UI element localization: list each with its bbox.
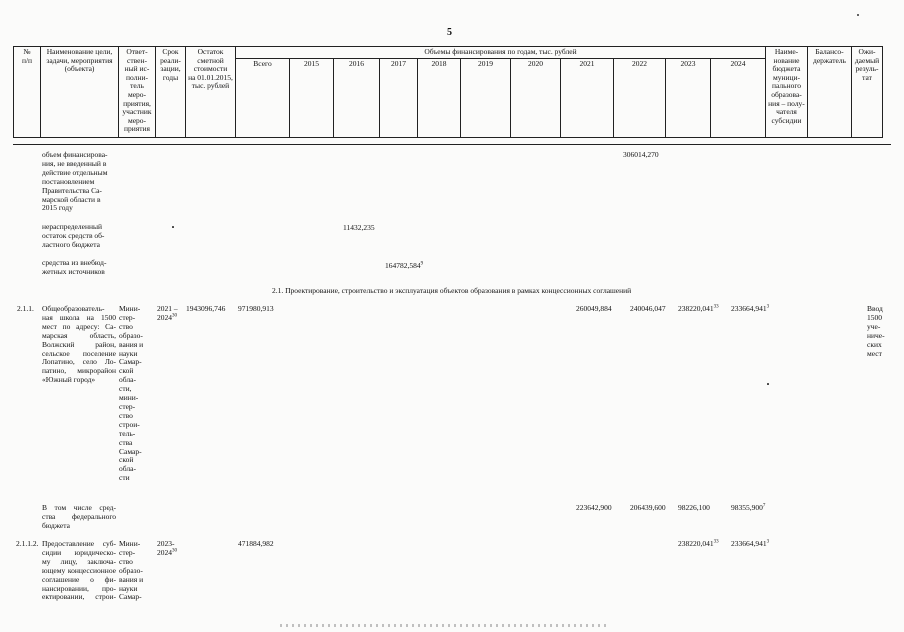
row-211-2024: 233664,941$^3$ (731, 304, 770, 313)
header-year-total: Всего (236, 59, 290, 138)
row-211-num: 2.1.1. (17, 304, 34, 313)
header-term: Срок реали- зации, годы (156, 47, 186, 138)
header-recipient: Наиме- нование бюджета муници- пального образова- ния – полу- чателя субсидии (766, 47, 808, 138)
row-2112-term: 2023- 2024$^{30}$ (157, 539, 177, 557)
vol-label: объем финансирова- ния, не введенный в действие отдельным постановлением Правительства Са- марской области в 2015 году (42, 150, 108, 213)
row-211-rest: 1943096,746 (186, 304, 226, 313)
fed-2022: 206439,600 (630, 503, 666, 512)
header-executor: Ответ- ствен- ный ис- полни- тель меро- приятия, участник меро- приятия (119, 47, 156, 138)
row-211-total: 971980,913 (238, 304, 274, 313)
header-result: Ожи- даемый резуль- тат (852, 47, 883, 138)
row-211-2021: 260049,884 (576, 304, 612, 313)
section-title: 2.1. Проектирование, строительство и эксплуатация объектов образования в рамках концессионных соглашений (272, 286, 632, 295)
unalloc-label: нераспределенный остаток средств об- ластного бюджета (42, 222, 105, 249)
header-rest: Остаток сметной стоимости на 01.01.2015, тыс. рублей (186, 47, 236, 138)
header-year-2024: 2024 (711, 59, 766, 138)
row-2112-2023: 238220,041$^{33}$ (678, 539, 719, 548)
row-211-name: Общеобразователь- ная школа на 1500 мест по адресу: Са- марская область, Волжский район, сельское поселение Лопатино, село Ло- патино, микрорайон «Южный город» (42, 304, 116, 385)
header-year-2015: 2015 (290, 59, 334, 138)
header-year-2019: 2019 (461, 59, 511, 138)
header-name: Наименование цели, задачи, мероприятия (объекта) (41, 47, 119, 138)
header-holder: Балансо- держатель (808, 47, 852, 138)
row-2112-num: 2.1.1.2. (16, 539, 39, 548)
unalloc-value-2016: 11432,235 (343, 223, 375, 232)
row-211-2023: 238220,041$^{33}$ (678, 304, 719, 313)
fed-2023: 98226,100 (678, 503, 710, 512)
scan-speck (767, 383, 769, 385)
header-year-2016: 2016 (334, 59, 380, 138)
extra-value-2017: 164782,584$^9$ (385, 261, 424, 270)
fed-label: В том числе сред- ства федерального бюджета (42, 503, 116, 530)
row-211-executor: Мини- стер- ство образо- вания и науки Самар- ской обла- сти, мини- стер- ство строи- тель- ства Самар- ской обла- сти (119, 304, 144, 483)
fed-2021: 223642,900 (576, 503, 612, 512)
row-2112-total: 471884,982 (238, 539, 274, 548)
header-year-2020: 2020 (511, 59, 561, 138)
row-211-term: 2021 – 2024$^{30}$ (157, 304, 178, 322)
scan-speck (857, 14, 859, 16)
header-year-2023: 2023 (666, 59, 711, 138)
row-2112-2024: 233664,941$^3$ (731, 539, 770, 548)
page-number: 5 (447, 27, 452, 38)
fed-2024: 98355,900$^7$ (731, 503, 766, 512)
header-finance: Объемы финансирования по годам, тыс. рублей (236, 47, 766, 59)
row-2112-executor: Мини- стер- ство образо- вания и науки Самар- (119, 539, 144, 602)
scan-noise (280, 624, 610, 627)
extra-label: средства из внебюд- жетных источников (42, 258, 107, 276)
vol-value-2022: 306014,270 (623, 150, 659, 159)
row-211-2022: 240046,047 (630, 304, 666, 313)
header-year-2022: 2022 (614, 59, 666, 138)
header-bottom-rule (13, 144, 891, 145)
header-year-2017: 2017 (380, 59, 418, 138)
header-year-2021: 2021 (561, 59, 614, 138)
row-2112-name: Предоставление суб- сидии юридическо- му лицу, заключа- ющему концессионное соглашение о фи- нансировании, про- ектировании, строи- (42, 539, 116, 602)
table-header (13, 46, 883, 138)
header-num: № п/п (14, 47, 41, 138)
header-year-2018: 2018 (418, 59, 461, 138)
row-211-result: Ввод 1500 уче- ниче- ских мест (867, 304, 885, 358)
scan-speck (172, 226, 174, 228)
